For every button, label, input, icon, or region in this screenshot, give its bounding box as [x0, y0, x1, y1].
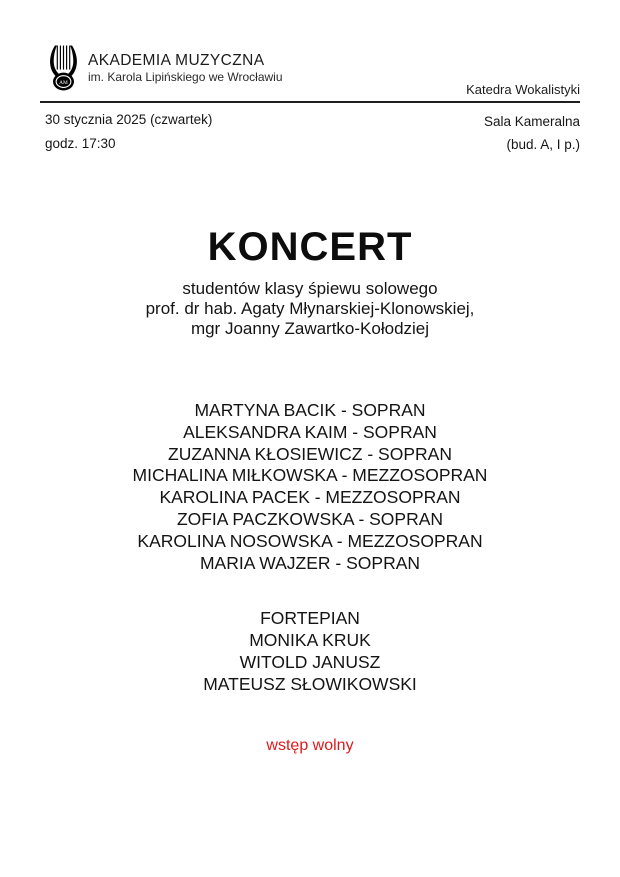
subtitle-line: prof. dr hab. Agaty Młynarskiej-Klonowskiej, [145, 299, 475, 319]
department-label: Katedra Wokalistyki [466, 82, 580, 97]
event-venue-block [484, 110, 580, 156]
performer-line: ALEKSANDRA KAIM - SOPRAN [183, 421, 437, 442]
subtitle-line: mgr Joanny Zawartko-Kołodziej [190, 319, 430, 339]
lyre-logo-icon [48, 44, 79, 92]
event-date: 30 stycznia 2025 (czwartek) [45, 112, 213, 127]
event-date-block [45, 108, 212, 155]
performer-line: KAROLINA NOSOWSKA - MEZZOSOPRAN [137, 530, 483, 551]
academy-subtitle: im. Karola Lipińskiego we Wrocławiu [88, 70, 283, 84]
performer-line: ZUZANNA KŁOSIEWICZ - SOPRAN [168, 443, 452, 464]
performer-line: ZOFIA PACZKOWSKA - SOPRAN [176, 508, 444, 529]
header-divider [40, 101, 580, 103]
logo-monogram: AM [59, 79, 68, 86]
admission-note: wstęp wolny [266, 737, 354, 754]
piano-section [0, 607, 620, 695]
piano-heading: FORTEPIAN [260, 608, 360, 628]
subtitle-line: studentów klasy śpiewu solowego [182, 279, 438, 298]
pianist-line: WITOLD JANUSZ [239, 652, 381, 672]
event-time: godz. 17:30 [45, 135, 116, 151]
event-venue-detail: (bud. A, I p.) [506, 137, 580, 152]
pianist-line: MATEUSZ SŁOWIKOWSKI [203, 674, 417, 694]
academy-brand [48, 44, 283, 92]
performer-line: MARIA WAJZER - SOPRAN [199, 552, 421, 573]
academy-name-block [88, 44, 283, 85]
performer-line: KAROLINA PACEK - MEZZOSOPRAN [159, 487, 461, 508]
concert-title: KONCERT [207, 225, 413, 269]
event-venue: Sala Kameralna [483, 114, 580, 129]
academy-name: AKADEMIA MUZYCZNA [88, 52, 265, 69]
performer-line: MICHALINA MIŁKOWSKA - MEZZOSOPRAN [132, 465, 488, 486]
performers-list [0, 400, 620, 574]
pianist-line: MONIKA KRUK [249, 630, 371, 650]
concert-subtitle [0, 279, 620, 340]
performer-line: MARTYNA BACIK - SOPRAN [194, 400, 426, 420]
